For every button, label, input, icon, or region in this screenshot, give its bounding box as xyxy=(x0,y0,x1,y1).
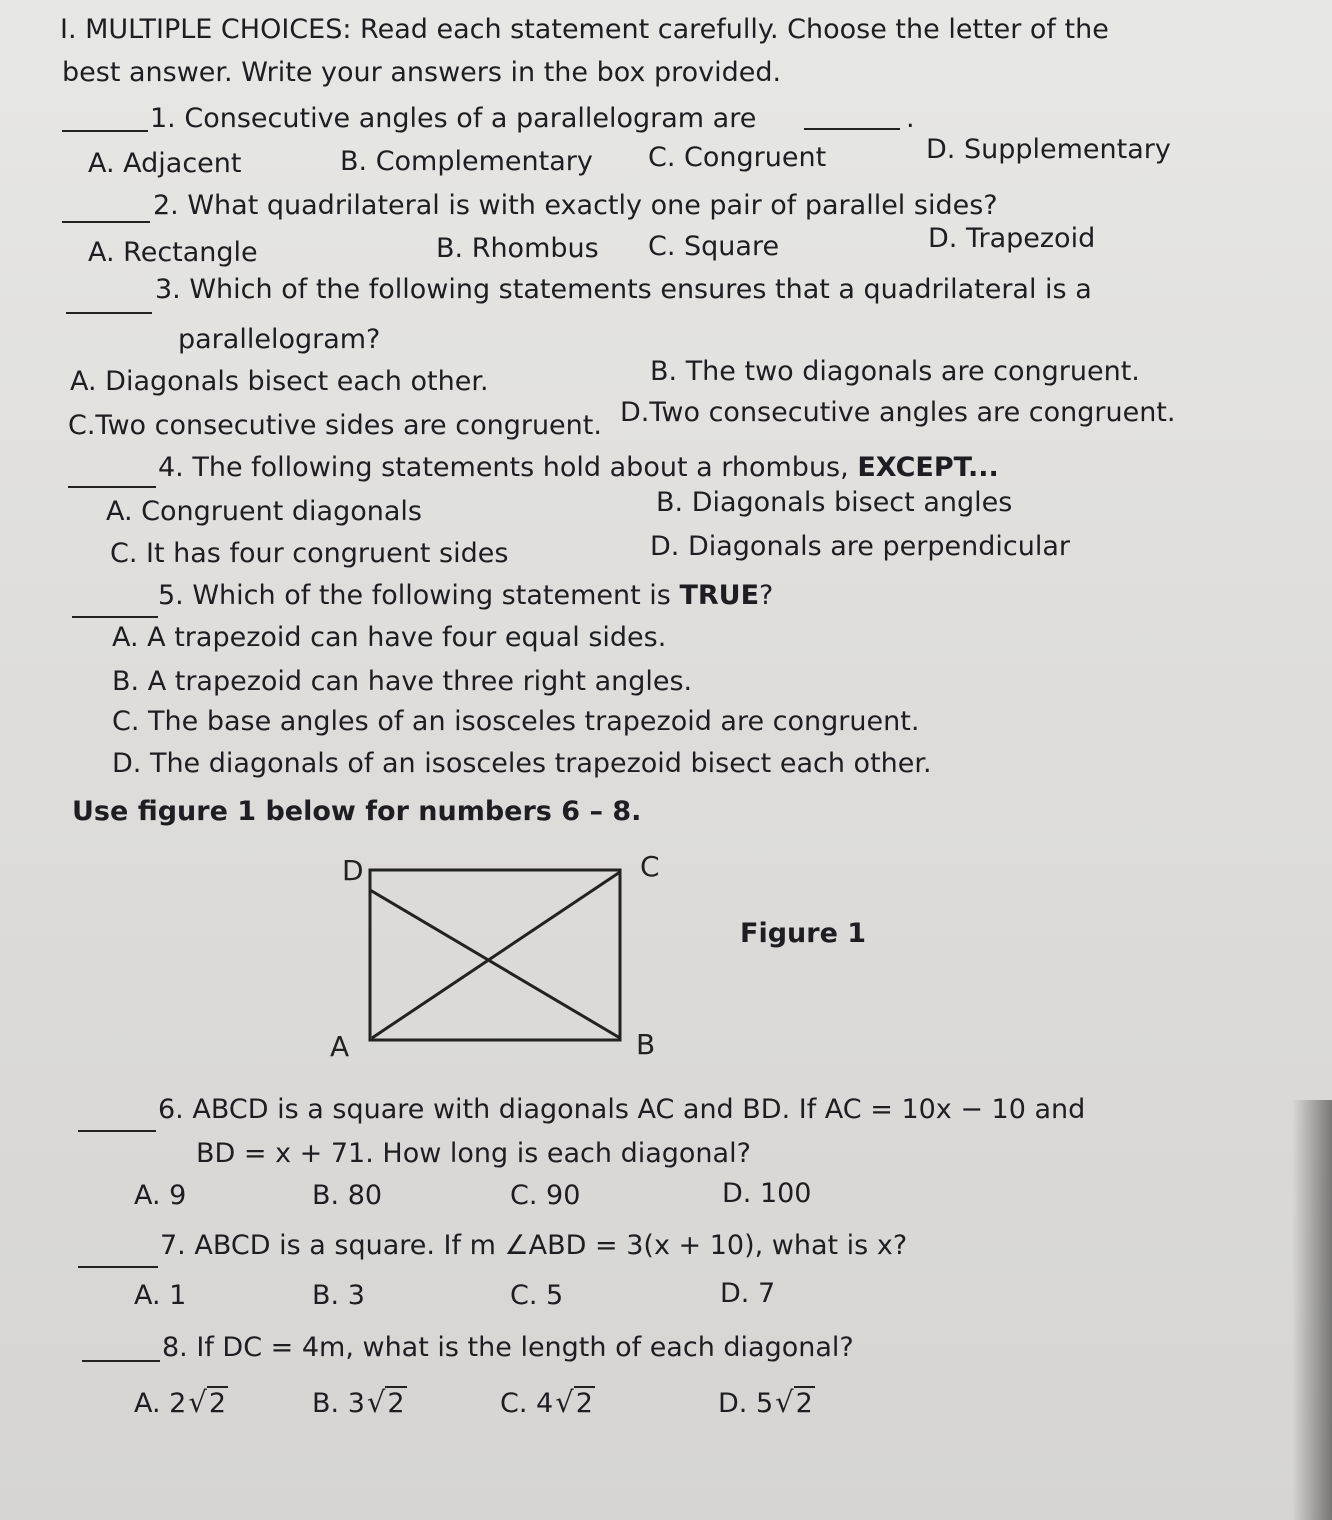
q7-choice-d: D. 7 xyxy=(720,1278,776,1309)
question-4: 4. The following statements hold about a rhombus, EXCEPT... xyxy=(158,452,999,483)
q8-choice-b: B. 3√2 xyxy=(312,1385,405,1419)
sqrt-symbol: √2 xyxy=(775,1385,813,1419)
q3-choice-a: A. Diagonals bisect each other. xyxy=(70,366,489,397)
vertex-a-label: A xyxy=(330,1030,350,1063)
question-2: 2. What quadrilateral is with exactly one pair of parallel sides? xyxy=(153,190,998,221)
q8-choice-d: D. 5√2 xyxy=(718,1385,813,1419)
answer-blank-3[interactable] xyxy=(66,312,152,314)
q4-choice-b: B. Diagonals bisect angles xyxy=(656,487,1013,518)
q2-choice-d: D. Trapezoid xyxy=(928,223,1096,254)
question-1-period: . xyxy=(906,103,915,134)
q8-choice-a: A. 2√2 xyxy=(134,1385,227,1419)
q6-choice-d: D. 100 xyxy=(722,1178,812,1209)
question-6: 6. ABCD is a square with diagonals AC and BD. If AC = 10x − 10 and xyxy=(158,1094,1086,1125)
figure-1-square-diagram xyxy=(320,850,680,1063)
q2-choice-b: B. Rhombus xyxy=(436,233,599,264)
instructions-line-2: best answer. Write your answers in the box provided. xyxy=(62,57,782,88)
figure-intro: Use figure 1 below for numbers 6 – 8. xyxy=(72,796,642,827)
q1-choice-a: A. Adjacent xyxy=(88,148,242,179)
vertex-b-label: B xyxy=(636,1028,656,1061)
page-shadow xyxy=(1292,1100,1332,1520)
q3-choice-d: D.Two consecutive angles are congruent. xyxy=(620,397,1176,428)
answer-blank-6[interactable] xyxy=(78,1130,156,1132)
q2-choice-c: C. Square xyxy=(648,231,780,262)
q4-choice-a: A. Congruent diagonals xyxy=(106,496,422,527)
answer-blank-1[interactable] xyxy=(62,130,148,132)
question-3-continued: parallelogram? xyxy=(178,324,381,355)
q8-choice-c: C. 4√2 xyxy=(500,1385,593,1419)
q6-choice-a: A. 9 xyxy=(134,1180,187,1211)
question-8: 8. If DC = 4m, what is the length of each diagonal? xyxy=(162,1332,854,1363)
q6-choice-b: B. 80 xyxy=(312,1180,383,1211)
q5-choice-a: A. A trapezoid can have four equal sides. xyxy=(112,622,667,653)
q3-choice-b: B. The two diagonals are congruent. xyxy=(650,356,1140,387)
question-7: 7. ABCD is a square. If m ∠ABD = 3(x + 10), what is x? xyxy=(160,1230,908,1261)
q6-choice-c: C. 90 xyxy=(510,1180,581,1211)
sqrt-symbol: √2 xyxy=(366,1385,405,1419)
figure-caption: Figure 1 xyxy=(740,918,867,949)
answer-blank-7[interactable] xyxy=(78,1266,158,1268)
q7-choice-b: B. 3 xyxy=(312,1280,365,1311)
answer-blank-8[interactable] xyxy=(82,1360,160,1362)
answer-blank-5[interactable] xyxy=(72,616,158,618)
q1-choice-b: B. Complementary xyxy=(340,146,593,177)
q1-choice-d: D. Supplementary xyxy=(926,134,1171,165)
question-5: 5. Which of the following statement is TRUE? xyxy=(158,580,774,611)
question-3: 3. Which of the following statements ensures that a quadrilateral is a xyxy=(155,274,1092,305)
answer-blank-4[interactable] xyxy=(68,486,156,488)
q3-choice-c: C.Two consecutive sides are congruent. xyxy=(68,410,602,441)
sqrt-symbol: √2 xyxy=(555,1385,593,1419)
q2-choice-a: A. Rectangle xyxy=(88,237,258,268)
question-1-fill-blank[interactable] xyxy=(804,128,900,130)
q5-choice-d: D. The diagonals of an isosceles trapezoid bisect each other. xyxy=(112,748,932,779)
question-1: 1. Consecutive angles of a parallelogram are xyxy=(150,103,757,134)
sqrt-symbol: √2 xyxy=(188,1385,227,1419)
q4-choice-d: D. Diagonals are perpendicular xyxy=(650,531,1070,562)
q7-choice-c: C. 5 xyxy=(510,1280,564,1311)
instructions-line-1: I. MULTIPLE CHOICES: Read each statement carefully. Choose the letter of the xyxy=(60,14,1109,45)
diagonal-ac xyxy=(372,872,620,1038)
vertex-c-label: C xyxy=(640,850,660,883)
q5-choice-c: C. The base angles of an isosceles trapezoid are congruent. xyxy=(112,706,920,737)
q1-choice-c: C. Congruent xyxy=(648,142,827,173)
vertex-d-label: D xyxy=(342,854,364,887)
q7-choice-a: A. 1 xyxy=(134,1280,187,1311)
q5-choice-b: B. A trapezoid can have three right angles. xyxy=(112,666,693,697)
answer-blank-2[interactable] xyxy=(62,221,150,223)
q4-choice-c: C. It has four congruent sides xyxy=(110,538,509,569)
question-6-continued: BD = x + 71. How long is each diagonal? xyxy=(196,1138,751,1169)
